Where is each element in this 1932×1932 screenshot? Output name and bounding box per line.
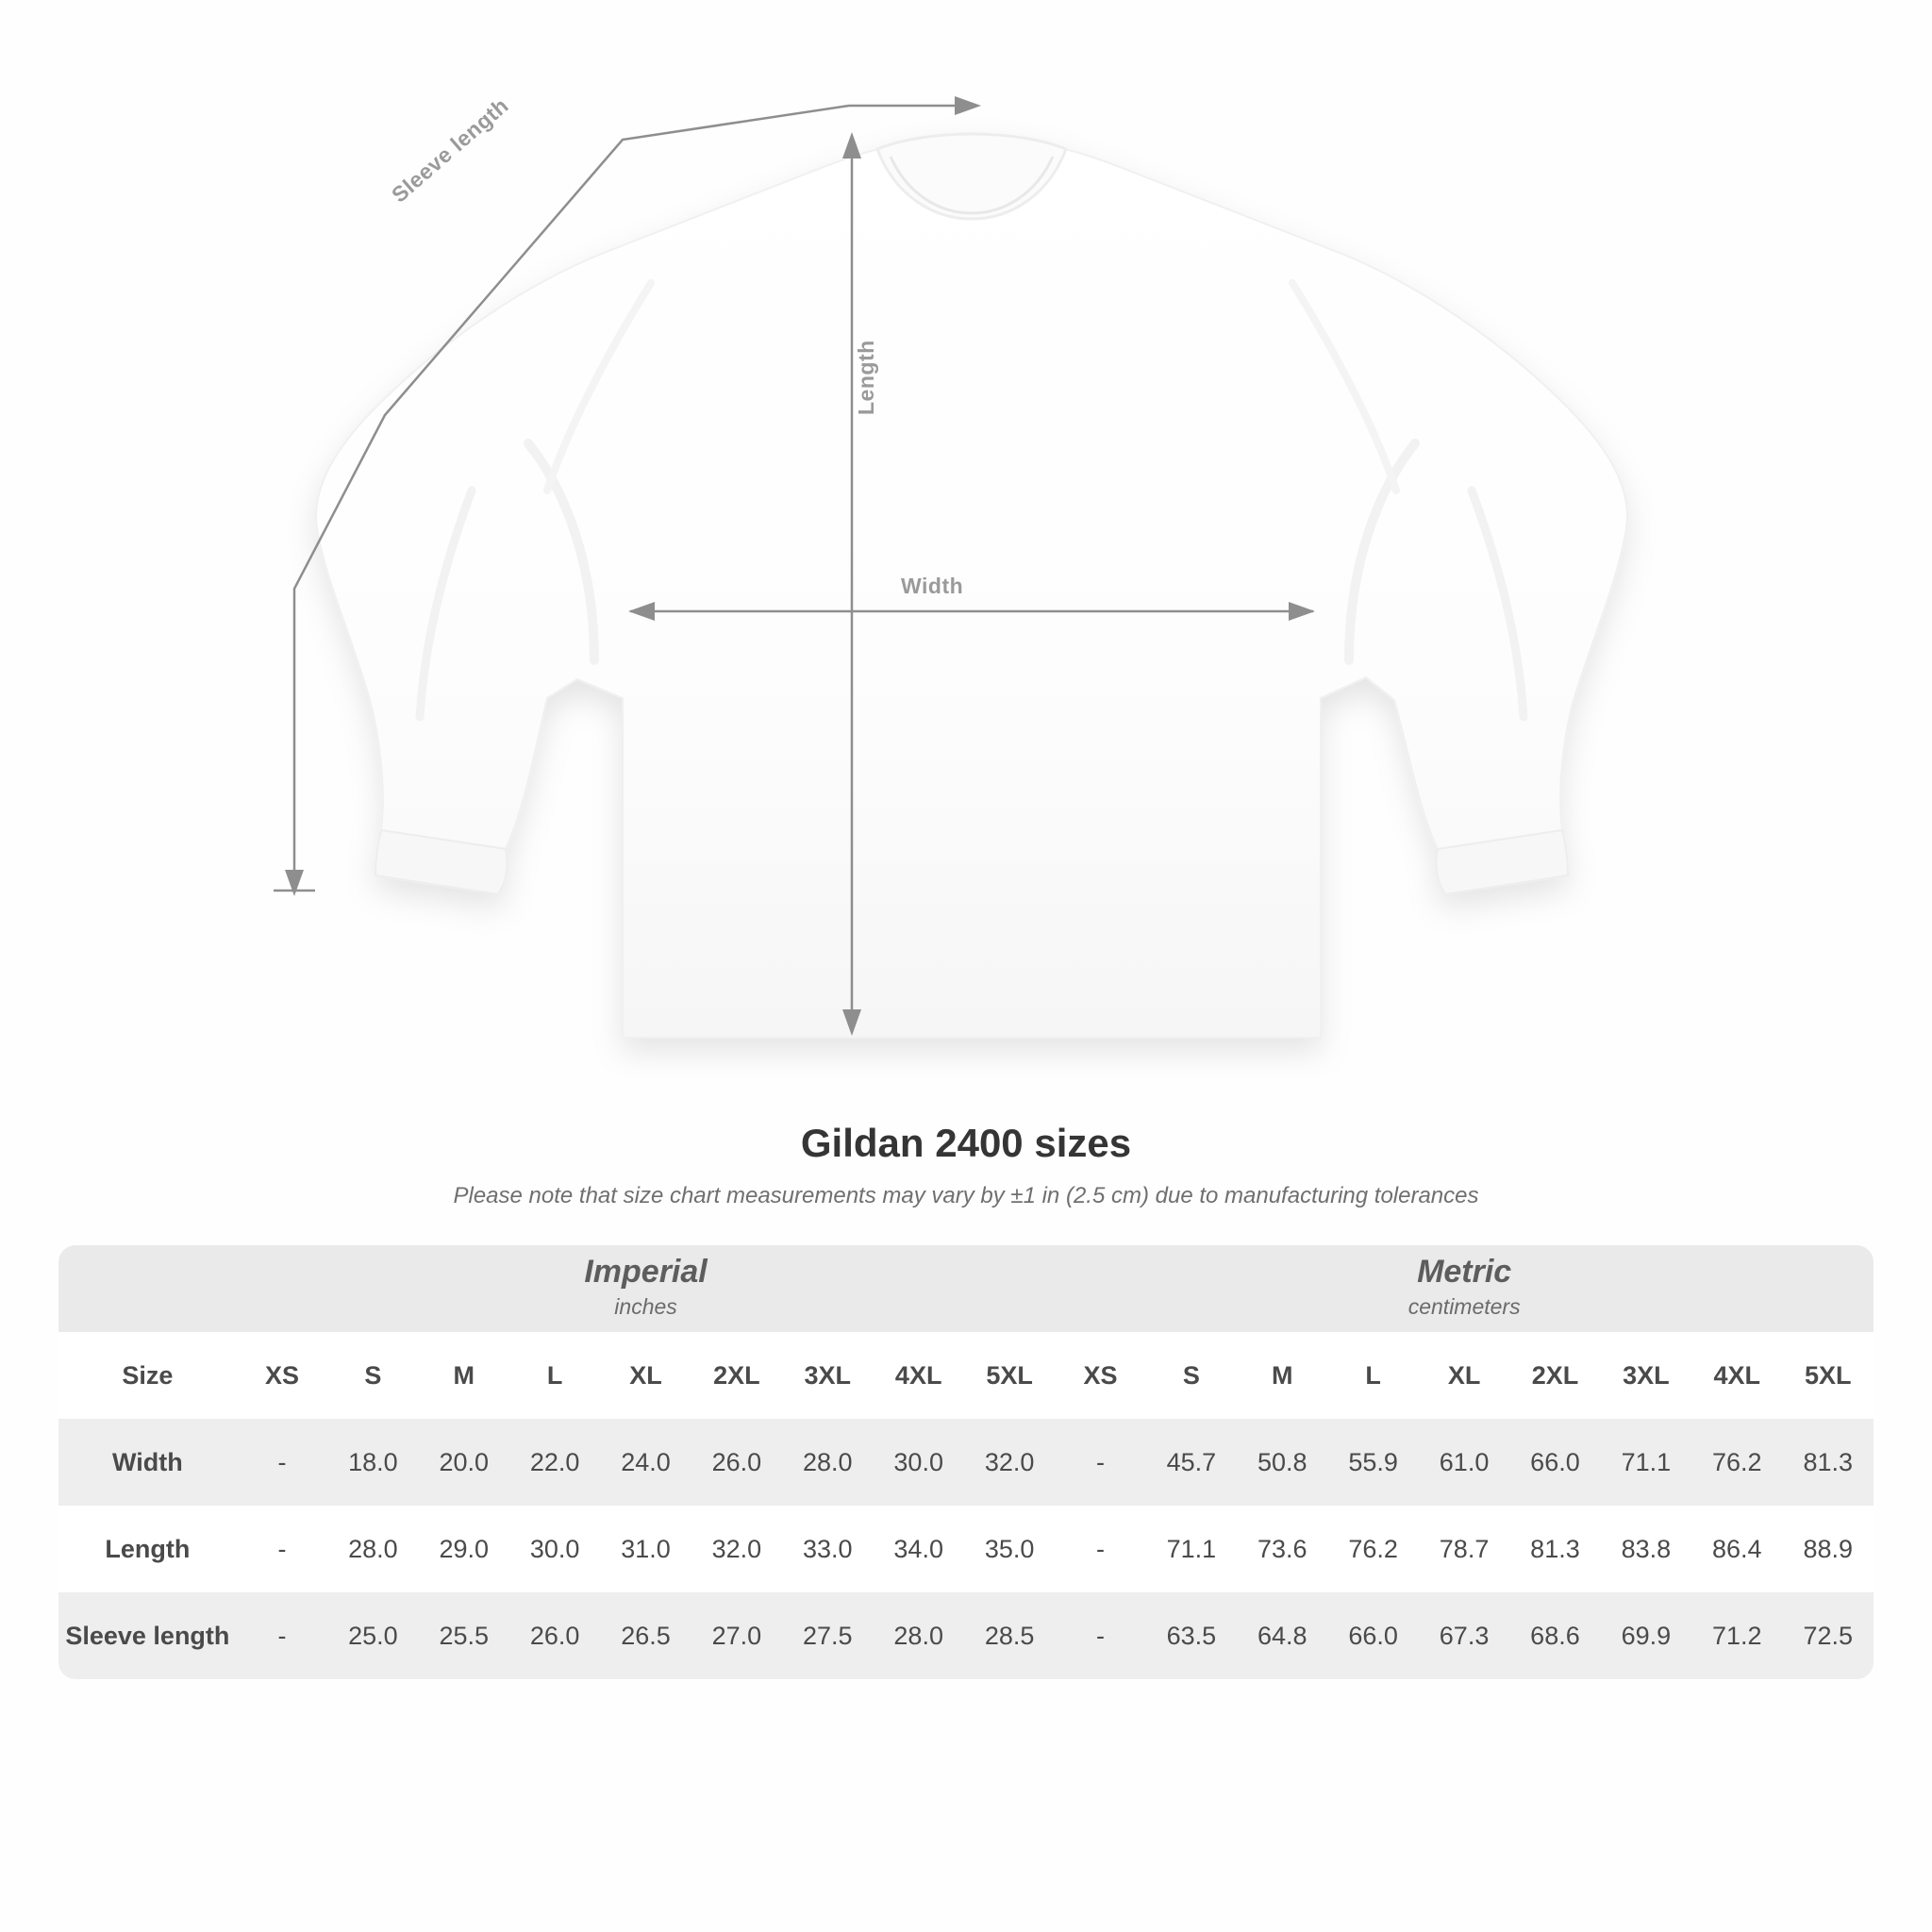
cell-length-imp-5: 32.0 <box>691 1506 782 1592</box>
cell-width-met-3: 55.9 <box>1327 1419 1418 1506</box>
cell-length-met-6: 83.8 <box>1601 1506 1691 1592</box>
cell-sleeve-met-2: 64.8 <box>1237 1592 1327 1679</box>
unit-group-imperial-name: Imperial <box>584 1254 708 1291</box>
cell-width-met-5: 66.0 <box>1509 1419 1600 1506</box>
size-header-imp-8: 5XL <box>964 1332 1055 1419</box>
cell-length-imp-8: 35.0 <box>964 1506 1055 1592</box>
size-header-met-6: 3XL <box>1601 1332 1691 1419</box>
cell-sleeve-imp-6: 27.5 <box>782 1592 873 1679</box>
cell-sleeve-met-8: 72.5 <box>1782 1592 1874 1679</box>
cell-width-met-4: 61.0 <box>1419 1419 1509 1506</box>
cell-sleeve-imp-1: 25.0 <box>327 1592 418 1679</box>
size-header-met-4: XL <box>1419 1332 1509 1419</box>
cell-width-imp-5: 26.0 <box>691 1419 782 1506</box>
size-table-wrapper <box>58 1245 1874 1679</box>
tolerance-note: Please note that size chart measurements may vary by ±1 in (2.5 cm) due to manufacturing tolerances <box>453 1183 1479 1208</box>
cell-length-met-3: 76.2 <box>1327 1506 1418 1592</box>
row-label-length: Length <box>58 1506 237 1592</box>
size-header-label: Size <box>58 1332 237 1419</box>
table-row <box>58 1506 1874 1592</box>
cell-sleeve-imp-7: 28.0 <box>874 1592 964 1679</box>
size-header-imp-6: 3XL <box>782 1332 873 1419</box>
cell-width-met-0: - <box>1055 1419 1145 1506</box>
size-table <box>58 1245 1874 1679</box>
size-header-met-3: L <box>1327 1332 1418 1419</box>
cell-sleeve-imp-4: 26.5 <box>600 1592 691 1679</box>
corner-cell <box>58 1245 237 1332</box>
page-title: Gildan 2400 sizes <box>800 1121 1132 1165</box>
cell-width-met-8: 81.3 <box>1782 1419 1874 1506</box>
size-header-imp-3: L <box>509 1332 600 1419</box>
cell-width-imp-7: 30.0 <box>874 1419 964 1506</box>
cell-width-imp-2: 20.0 <box>419 1419 509 1506</box>
cell-sleeve-imp-2: 25.5 <box>419 1592 509 1679</box>
unit-group-metric <box>1055 1245 1874 1332</box>
cell-sleeve-imp-3: 26.0 <box>509 1592 600 1679</box>
cell-width-imp-0: - <box>237 1419 327 1506</box>
cell-length-met-2: 73.6 <box>1237 1506 1327 1592</box>
size-header-met-2: M <box>1237 1332 1327 1419</box>
label-length: Length <box>854 340 878 415</box>
cell-length-imp-4: 31.0 <box>600 1506 691 1592</box>
cell-width-imp-6: 28.0 <box>782 1419 873 1506</box>
cell-length-met-1: 71.1 <box>1146 1506 1237 1592</box>
cell-sleeve-met-7: 71.2 <box>1691 1592 1782 1679</box>
cell-sleeve-imp-0: - <box>237 1592 327 1679</box>
cell-width-imp-3: 22.0 <box>509 1419 600 1506</box>
unit-group-metric-sub: centimeters <box>1407 1294 1521 1320</box>
cell-sleeve-imp-8: 28.5 <box>964 1592 1055 1679</box>
cell-length-imp-0: - <box>237 1506 327 1592</box>
size-header-row <box>58 1332 1874 1419</box>
label-sleeve-length: Sleeve length <box>387 92 513 208</box>
cell-width-met-6: 71.1 <box>1601 1419 1691 1506</box>
unit-group-imperial-sub: inches <box>614 1294 677 1320</box>
cell-length-imp-3: 30.0 <box>509 1506 600 1592</box>
row-label-sleeve-length: Sleeve length <box>58 1592 237 1679</box>
size-header-met-1: S <box>1146 1332 1237 1419</box>
cell-length-met-0: - <box>1055 1506 1145 1592</box>
size-header-met-7: 4XL <box>1691 1332 1782 1419</box>
cell-width-met-1: 45.7 <box>1146 1419 1237 1506</box>
cell-sleeve-imp-5: 27.0 <box>691 1592 782 1679</box>
cell-width-imp-1: 18.0 <box>327 1419 418 1506</box>
size-header-imp-1: S <box>327 1332 418 1419</box>
cell-width-met-7: 76.2 <box>1691 1419 1782 1506</box>
unit-group-metric-name: Metric <box>1417 1254 1512 1291</box>
size-header-met-5: 2XL <box>1509 1332 1600 1419</box>
cell-width-imp-4: 24.0 <box>600 1419 691 1506</box>
unit-header-row <box>58 1245 1874 1332</box>
size-header-imp-7: 4XL <box>874 1332 964 1419</box>
cell-width-imp-8: 32.0 <box>964 1419 1055 1506</box>
cell-width-met-2: 50.8 <box>1237 1419 1327 1506</box>
cell-sleeve-met-4: 67.3 <box>1419 1592 1509 1679</box>
cell-length-met-4: 78.7 <box>1419 1506 1509 1592</box>
cell-length-imp-7: 34.0 <box>874 1506 964 1592</box>
size-header-imp-2: M <box>419 1332 509 1419</box>
unit-group-imperial <box>237 1245 1056 1332</box>
size-header-met-0: XS <box>1055 1332 1145 1419</box>
label-width: Width <box>901 574 964 598</box>
cell-sleeve-met-3: 66.0 <box>1327 1592 1418 1679</box>
cell-length-met-5: 81.3 <box>1509 1506 1600 1592</box>
cell-length-imp-2: 29.0 <box>419 1506 509 1592</box>
title-block <box>0 1121 1932 1209</box>
table-row <box>58 1592 1874 1679</box>
table-row <box>58 1419 1874 1506</box>
row-label-width: Width <box>58 1419 237 1506</box>
cell-length-imp-6: 33.0 <box>782 1506 873 1592</box>
size-header-imp-5: 2XL <box>691 1332 782 1419</box>
cell-sleeve-met-1: 63.5 <box>1146 1592 1237 1679</box>
cell-length-imp-1: 28.0 <box>327 1506 418 1592</box>
cell-sleeve-met-6: 69.9 <box>1601 1592 1691 1679</box>
cell-sleeve-met-0: - <box>1055 1592 1145 1679</box>
cell-length-met-7: 86.4 <box>1691 1506 1782 1592</box>
size-header-imp-4: XL <box>600 1332 691 1419</box>
size-header-met-8: 5XL <box>1782 1332 1874 1419</box>
cell-length-met-8: 88.9 <box>1782 1506 1874 1592</box>
size-header-imp-0: XS <box>237 1332 327 1419</box>
cell-sleeve-met-5: 68.6 <box>1509 1592 1600 1679</box>
